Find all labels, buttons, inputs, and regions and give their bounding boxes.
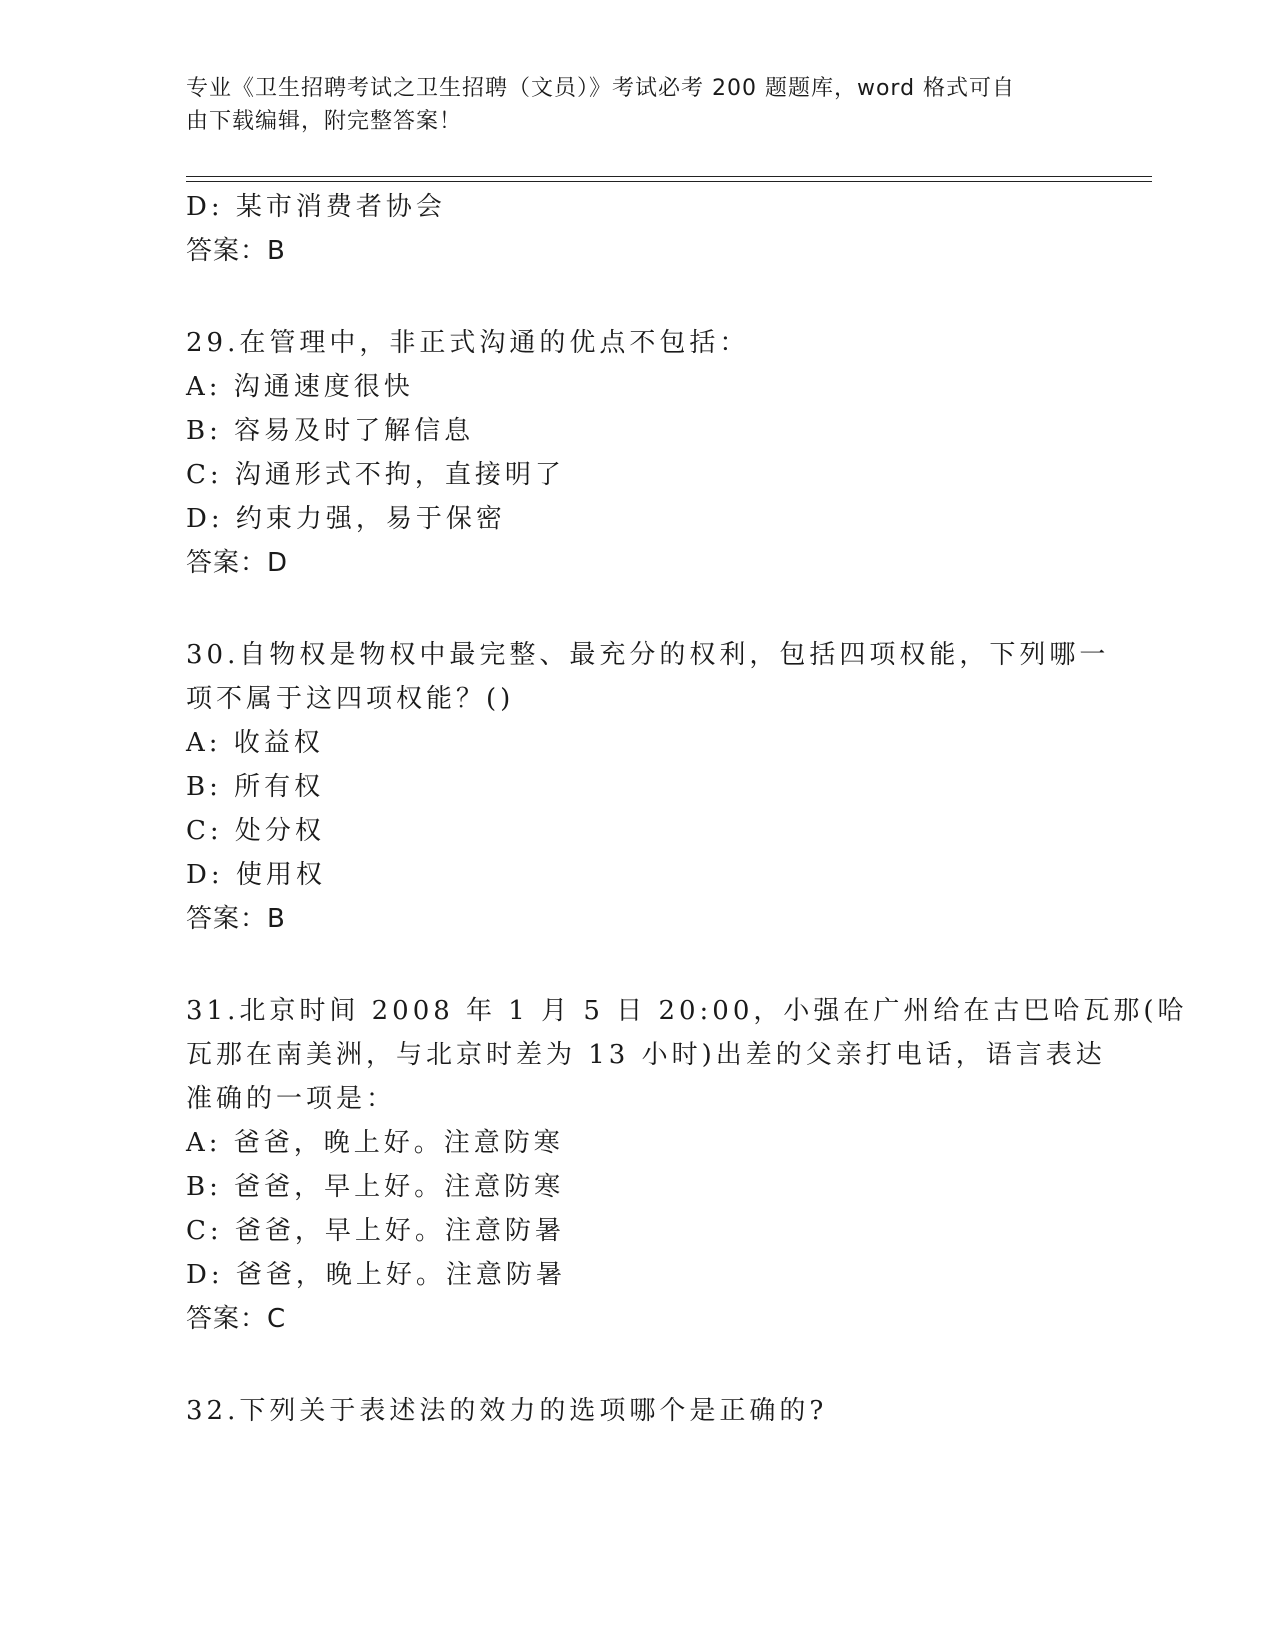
q29-answer: 答案：D <box>186 548 289 578</box>
q30-option-a: A: 收益权 <box>186 728 324 758</box>
prev-answer: 答案：B <box>186 236 286 266</box>
header-divider-bottom <box>186 181 1152 182</box>
q30-question-line-1: 30.自物权是物权中最完整、最充分的权利，包括四项权能，下列哪一 <box>186 640 1110 670</box>
q32-question: 32.下列关于表述法的效力的选项哪个是正确的? <box>186 1396 828 1426</box>
q29-option-b: B: 容易及时了解信息 <box>186 416 475 446</box>
q29-question: 29.在管理中，非正式沟通的优点不包括： <box>186 328 750 358</box>
q31-option-d: D: 爸爸，晚上好。注意防暑 <box>186 1260 566 1290</box>
q31-option-b: B: 爸爸，早上好。注意防寒 <box>186 1172 565 1202</box>
header-line-1: 专业《卫生招聘考试之卫生招聘（文员）》考试必考 200 题题库，word 格式可自 <box>186 76 1016 101</box>
q30-answer: 答案：B <box>186 904 286 934</box>
q30-option-d: D: 使用权 <box>186 860 326 890</box>
q30-question-line-2: 项不属于这四项权能？() <box>186 684 515 714</box>
q31-option-c: C: 爸爸，早上好。注意防暑 <box>186 1216 565 1246</box>
q31-answer: 答案：C <box>186 1304 287 1334</box>
q31-option-a: A: 爸爸，晚上好。注意防寒 <box>186 1128 564 1158</box>
q29-option-d: D: 约束力强，易于保密 <box>186 504 506 534</box>
q29-option-a: A: 沟通速度很快 <box>186 372 414 402</box>
q30-option-c: C: 处分权 <box>186 816 325 846</box>
header-divider-top <box>186 176 1152 177</box>
q31-question-line-1: 31.北京时间 2008 年 1 月 5 日 20:00，小强在广州给在古巴哈瓦那(哈 <box>186 996 1188 1026</box>
document-header <box>186 72 1066 138</box>
prev-option-d: D: 某市消费者协会 <box>186 192 446 222</box>
q31-question-line-2: 瓦那在南美洲，与北京时差为 13 小时)出差的父亲打电话，语言表达 <box>186 1040 1106 1070</box>
q30-option-b: B: 所有权 <box>186 772 325 802</box>
header-line-2: 由下载编辑，附完整答案！ <box>186 109 463 134</box>
q31-question-line-3: 准确的一项是： <box>186 1084 397 1114</box>
q29-option-c: C: 沟通形式不拘，直接明了 <box>186 460 565 490</box>
